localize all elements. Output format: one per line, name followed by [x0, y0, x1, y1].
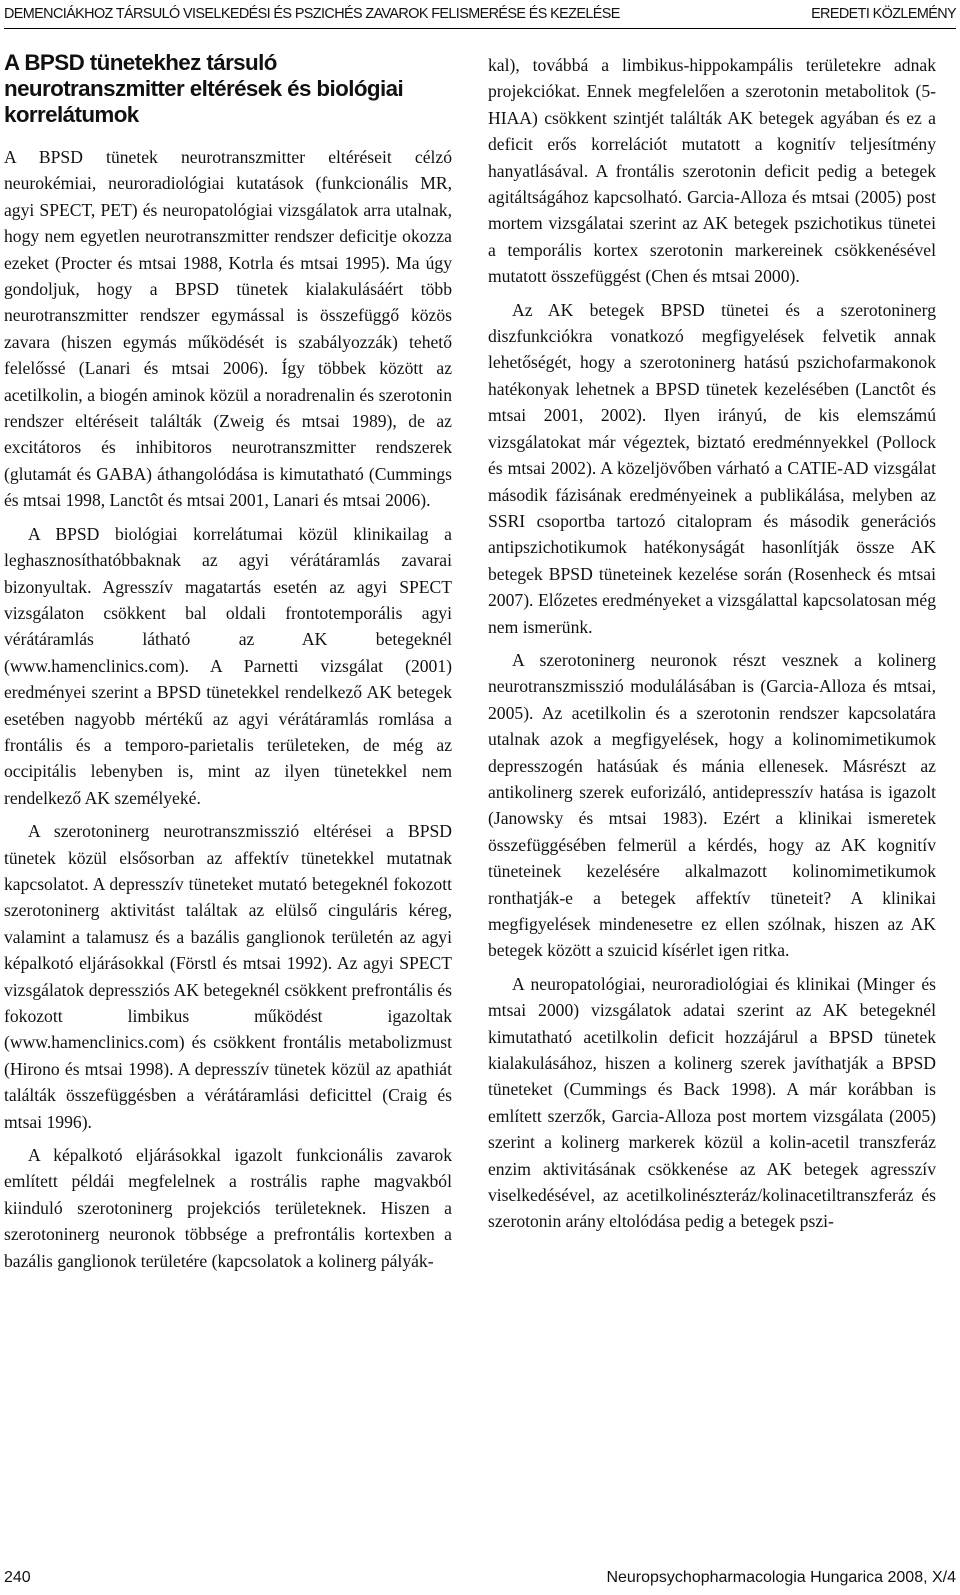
paragraph: kal), továbbá a limbikus-hippokampális területekre adnak projekciókat. Ennek megfelelően a szerotonin metabolitok (5-HIAA) csökkent szintjét találták AK betegek agyában és ez a deficit erős korrelációt mutatott a kognitív teljesítmény hanyatlásával. A frontális szerotonin deficit pedig a betegek agitáltságához kapcsolható. Garcia-Alloza és mtsai (2005) post mortem vizsgálatai szerint az AK betegek pszichotikus tünetei a temporális kortex szerotonin markereinek csökkenésével mutatott összefüggést (Chen és mtsai 2000).	[488, 55, 936, 287]
right-column	[488, 52, 936, 1235]
journal-citation: Neuropsychopharmacologia Hungarica 2008, X/4	[606, 1569, 956, 1586]
paragraph: A BPSD tünetek neurotranszmitter eltéréseit célzó neurokémiai, neuroradiológiai kutatások (funkcionális MR, agyi SPECT, PET) és neuropatológiai vizsgálatok arra utalnak, hogy nem egyetlen neurotranszmitter rendszer deficitje okozza ezeket (Procter és mtsai 1988, Kotrla és mtsai 1995). Ma úgy gondoljuk, hogy a BPSD tünetek kialakulásáért több neurotranszmitter rendszer egymással is összefüggő közös zavara (hiszen egymás működését is szabályozzák) tehető felelőssé (Lanari és mtsai 2006). Így többek között az acetilkolin, a biogén aminok közül a noradrenalin és szerotonin rendszer eltéréseit találták (Zweig és mtsai 1989), de az excitátoros és inhibitoros neurotranszmitter rendszerek (glutamát és GABA) áthangolódása is kimutatható (Cummings és mtsai 1998, Lanctôt és mtsai 2001, Lanari és mtsai 2006).	[4, 147, 452, 511]
paragraph: A neuropatológiai, neuroradiológiai és klinikai (Minger és mtsai 2000) vizsgálatok adatai szerint az AK betegeknél kimutatható acetilkolin deficit hozzájárul a BPSD tünetek kialakulásához, hiszen a kolinerg szerek javíthatják a BPSD tüneteket (Cummings és Back 1998). A már korábban is említett szerzők, Garcia-Alloza post mortem vizsgálata (2005) szerint a kolinerg markerek közül a kolin-acetil transzferáz enzim aktivitásának csökkenése az AK betegek agresszív viselkedésével, az acetilkolinészteráz/kolinacetiltranszferáz és szerotonin arány eltolódása pedig a betegek pszi-	[488, 973, 936, 1232]
page-number: 240	[4, 1569, 31, 1586]
paragraph: A szerotoninerg neurotranszmisszió eltérései a BPSD tünetek közül elsősorban az affektív tünetekkel mutatnak kapcsolatot. A depresszív tüneteket mutató betegeknél fokozott szerotoninerg aktivitást találtak az elülső cinguláris kéreg, valamint a talamusz és a bazális ganglionok területén az agyi képalkotó eljárásokkal (Förstl és mtsai 1992). Az agyi SPECT vizsgálatok depressziós AK betegeknél csökkent prefrontális és fokozott limbikus működést igazoltak (www.hamenclinics.com) és csökkent frontális metabolizmust (Hirono és mtsai 1998). A depresszív tünetek közül az apathiát találták összefüggésben a vérátáramlási deficittel (Craig és mtsai 1996).	[4, 821, 452, 1132]
running-head-section: EREDETI KÖZLEMÉNY	[811, 6, 956, 22]
left-column	[4, 50, 452, 1274]
running-head	[4, 6, 956, 29]
page-footer	[4, 1566, 956, 1590]
paragraph: Az AK betegek BPSD tünetei és a szerotoninerg diszfunkciókra vonatkozó megfigyelések felvetik annak lehetőségét, hogy a szerotoninerg hatású pszichofarmakonok hatékonyak lehetnek a BPSD tünetek kezelésében (Lanctôt és mtsai 2001, 2002). Ilyen irányú, de kis elemszámú vizsgálatokat már végeztek, biztató eredménnyekkel (Pollock és mtsai 2002). A közeljövőben várható a CATIE-AD vizsgálat második fázisának eredményeinek a publikálása, melyben az SSRI csoportba tartozó citalopram és második generációs antipszichotikumok hatékonyságát hasonlítják össze AK betegek BPSD tüneteinek kezelése során (Rosenheck és mtsai 2007). Előzetes eredményeket a vizsgálattal kapcsolatosan még nem ismerünk.	[488, 299, 936, 637]
paragraph: A szerotoninerg neuronok részt vesznek a kolinerg neurotranszmisszió modulálásában is (Garcia-Alloza és mtsai, 2005). Az acetilkolin és a szerotonin rendszer kapcsolatára utalnak azok a megfigyelések, hogy a kolinomimetikumok depresszogén hatásúak és mánia ellenesek. Másrészt az antikolinerg szerek euforizáló, antidepresszív hatása is igazolt (Janowsky és mtsai 1983). Ezért a klinikai ismeretek összefüggésében felmerül a kérdés, hogy az AK kognitív tüneteinek kezelésére alkalmazott kolinomimetikumok ronthatják-e a betegek affektív tüneteit? A klinikai megfigyelések mindenesetre ez ellen szólnak, hiszen az AK betegek között a szuicid kísérlet igen ritka.	[488, 649, 936, 961]
paragraph: A képalkotó eljárásokkal igazolt funkcionális zavarok említett példái megfelelnek a rostrális raphe magvakból kiinduló szerotoninerg projekciós területeknek. Hiszen a szerotoninerg neuronok többsége a prefrontális kortexben a bazális ganglionok területére (kapcsolatok a kolinerg pályák-	[4, 1145, 452, 1271]
running-head-title: DEMENCIÁKHOZ TÁRSULÓ VISELKEDÉSI ÉS PSZICHÉS ZAVAROK FELISMERÉSE ÉS KEZELÉSE	[4, 6, 620, 22]
paragraph: A BPSD biológiai korrelátumai közül klinikailag a leghasznosíthatóbbaknak az agyi vérátáramlás zavarai bizonyultak. Agresszív magatartás esetén az agyi SPECT vizsgálaton csökkent bal oldali frontotemporális agyi vérátáramlás látható az AK betegeknél (www.hamenclinics.com). A Parnetti vizsgálat (2001) eredményei szerint a BPSD tünetekkel rendelkező AK betegek esetében nagyobb mértékű az agyi vérátáramlás romlása a frontális és a temporo-parietalis területeken, de még az occipitális lebenyben is, mint az ilyen tünetekkel nem rendelkező AK személyeké.	[4, 523, 452, 808]
section-title: A BPSD tünetekhez társuló neurotranszmitter eltérések és biológiai korrelátumok	[4, 50, 404, 127]
